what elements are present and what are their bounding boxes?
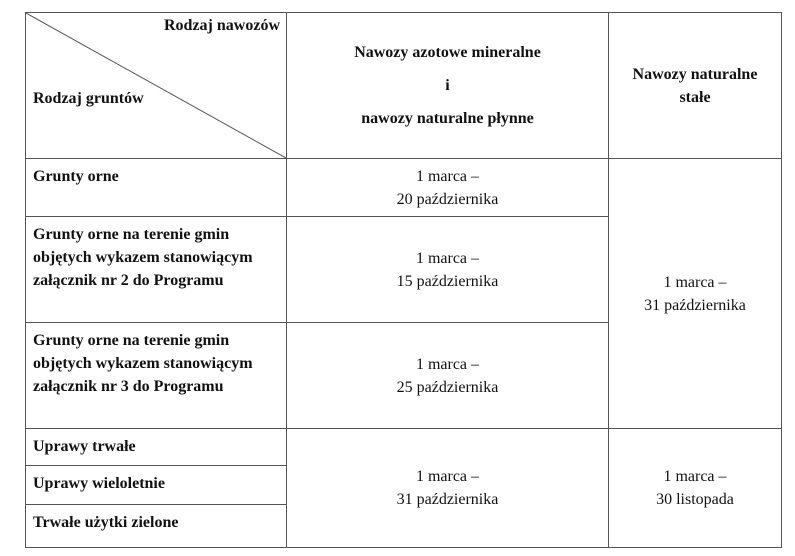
date-start: 1 marca –: [415, 167, 480, 185]
date-start: 1 marca –: [415, 249, 480, 267]
fertilizer-type-label: Rodzaj nawozów: [164, 17, 280, 34]
cell-perennial-solid-merged: [609, 429, 782, 548]
corner-header-cell: [26, 13, 287, 159]
cell-perennial-nitrogen-merged: [287, 429, 609, 548]
row-label-arable-annex2: Grunty orne na terenie gmin objętych wykazem stanowiącym załącznik nr 2 do Programu: [26, 217, 287, 323]
cell-arable-solid-merged: [609, 159, 782, 429]
column-header-nitrogen: [287, 13, 609, 159]
column-header-nitrogen-line1: Nawozy azotowe mineralne: [354, 44, 541, 61]
date-end: 25 października: [396, 378, 499, 396]
cell-arable-nitrogen: [287, 159, 609, 217]
column-header-solid-line2: stałe: [679, 88, 711, 106]
column-header-nitrogen-line2: i: [445, 77, 450, 94]
date-end: 31 października: [396, 491, 499, 508]
soil-type-label: Rodzaj gruntów: [33, 90, 144, 107]
date-start: 1 marca –: [415, 468, 480, 485]
date-end: 30 listopada: [656, 491, 734, 508]
cell-annex2-nitrogen: [287, 217, 609, 323]
cell-annex3-nitrogen: [287, 323, 609, 429]
column-header-solid-line1: Nawozy naturalne: [632, 65, 758, 83]
date-end: 31 października: [644, 296, 746, 314]
row-label-grassland: Trwałe użytki zielone: [26, 505, 287, 548]
row-label-perennial-crops: Uprawy wieloletnie: [26, 466, 287, 505]
date-start: 1 marca –: [415, 355, 480, 373]
column-header-nitrogen-line3: nawozy naturalne płynne: [361, 110, 534, 127]
row-label-arable-annex3: Grunty orne na terenie gmin objętych wykazem stanowiącym załącznik nr 3 do Programu: [26, 323, 287, 429]
date-start: 1 marca –: [663, 273, 727, 291]
date-end: 20 października: [396, 190, 499, 208]
date-start: 1 marca –: [663, 468, 727, 485]
column-header-solid-natural: [609, 13, 782, 159]
row-label-permanent-crops: Uprawy trwałe: [26, 429, 287, 466]
date-end: 15 października: [396, 272, 499, 290]
row-label-arable: Grunty orne: [26, 159, 287, 217]
fertilizer-dates-table: [25, 12, 782, 548]
